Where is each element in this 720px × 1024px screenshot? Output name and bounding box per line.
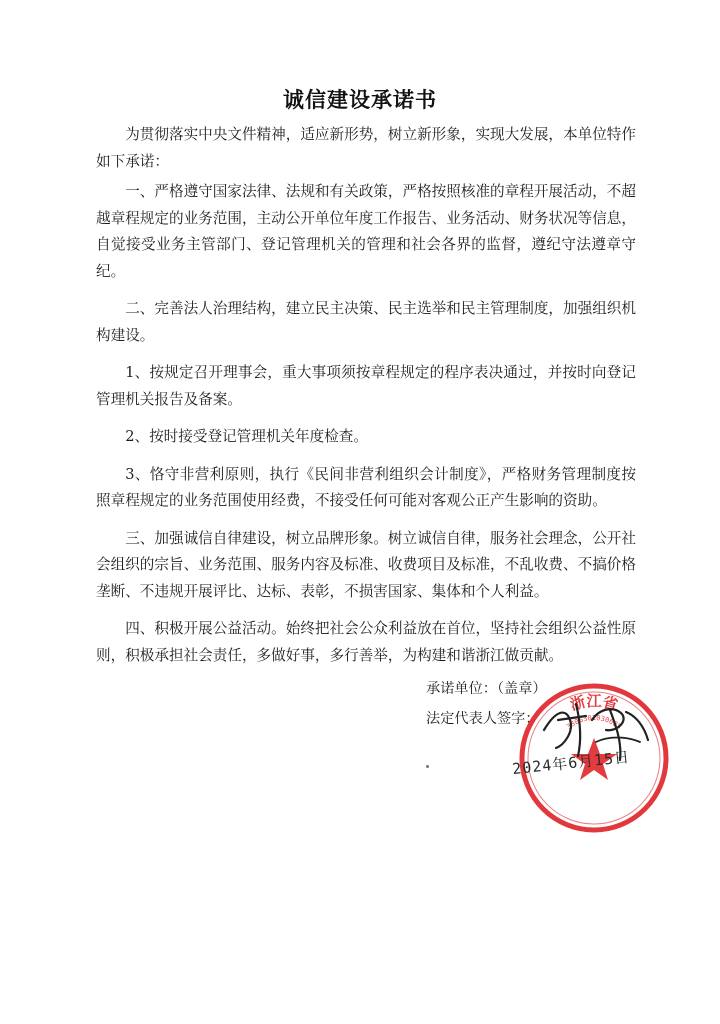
scan-speck [426, 765, 429, 768]
unit-label: 承诺单位：（盖章） [426, 681, 547, 697]
paragraph-1: 一、严格遵守国家法律、法规和有关政策，严格按照核准的章程开展活动，不超越章程规定的业务范围，主动公开单位年度工作报告、业务活动、财务状况等信息，自觉接受业务主管部门、登记管理机关的管理和社会各界的监督，遵纪守法遵章守纪。 [96, 183, 636, 280]
document-body [96, 122, 636, 680]
document-title: 诚信建设承诺书 [283, 87, 437, 112]
paragraph-2-1: 1、按规定召开理事会，重大事项须按章程规定的程序表决通过，并按时向登记管理机关报告及备案。 [96, 364, 636, 408]
paragraph-3: 三、加强诚信自律建设，树立品牌形象。树立诚信自律，服务社会理念，公开社会组织的宗旨、业务范围、服务内容及标准、收费项目及标准，不乱收费、不搞价格垄断、不违规开展评比、达标、表彰，不损害国家、集体和个人利益。 [96, 529, 636, 600]
seal-top-text: 浙江省 [568, 692, 620, 715]
paragraph-2-3: 3、恪守非营利原则，执行《民间非营利组织会计制度》，严格财务管理制度按照章程规定的业务范围使用经费，不接受任何可能对客观公正产生影响的资助。 [96, 465, 636, 509]
paragraph-2-2: 2、按时接受登记管理机关年度检查。 [125, 428, 368, 445]
intro-paragraph: 为贯彻落实中央文件精神，适应新形势，树立新形象，实现大发展，本单位特作如下承诺： [96, 126, 636, 170]
signature-date: 2024年6月15日 [511, 747, 631, 779]
paragraph-4: 四、积极开展公益活动。始终把社会公众利益放在首位，坚持社会组织公益性原则，积极承担社会责任，多做好事，多行善举，为构建和谐浙江做贡献。 [96, 620, 636, 664]
seal-code-text: 3306301030685 [565, 714, 623, 732]
representative-label: 法定代表人签字： [426, 711, 540, 727]
paragraph-2: 二、完善法人治理结构，建立民主决策、民主选举和民主管理制度，加强组织机构建设。 [96, 300, 636, 344]
